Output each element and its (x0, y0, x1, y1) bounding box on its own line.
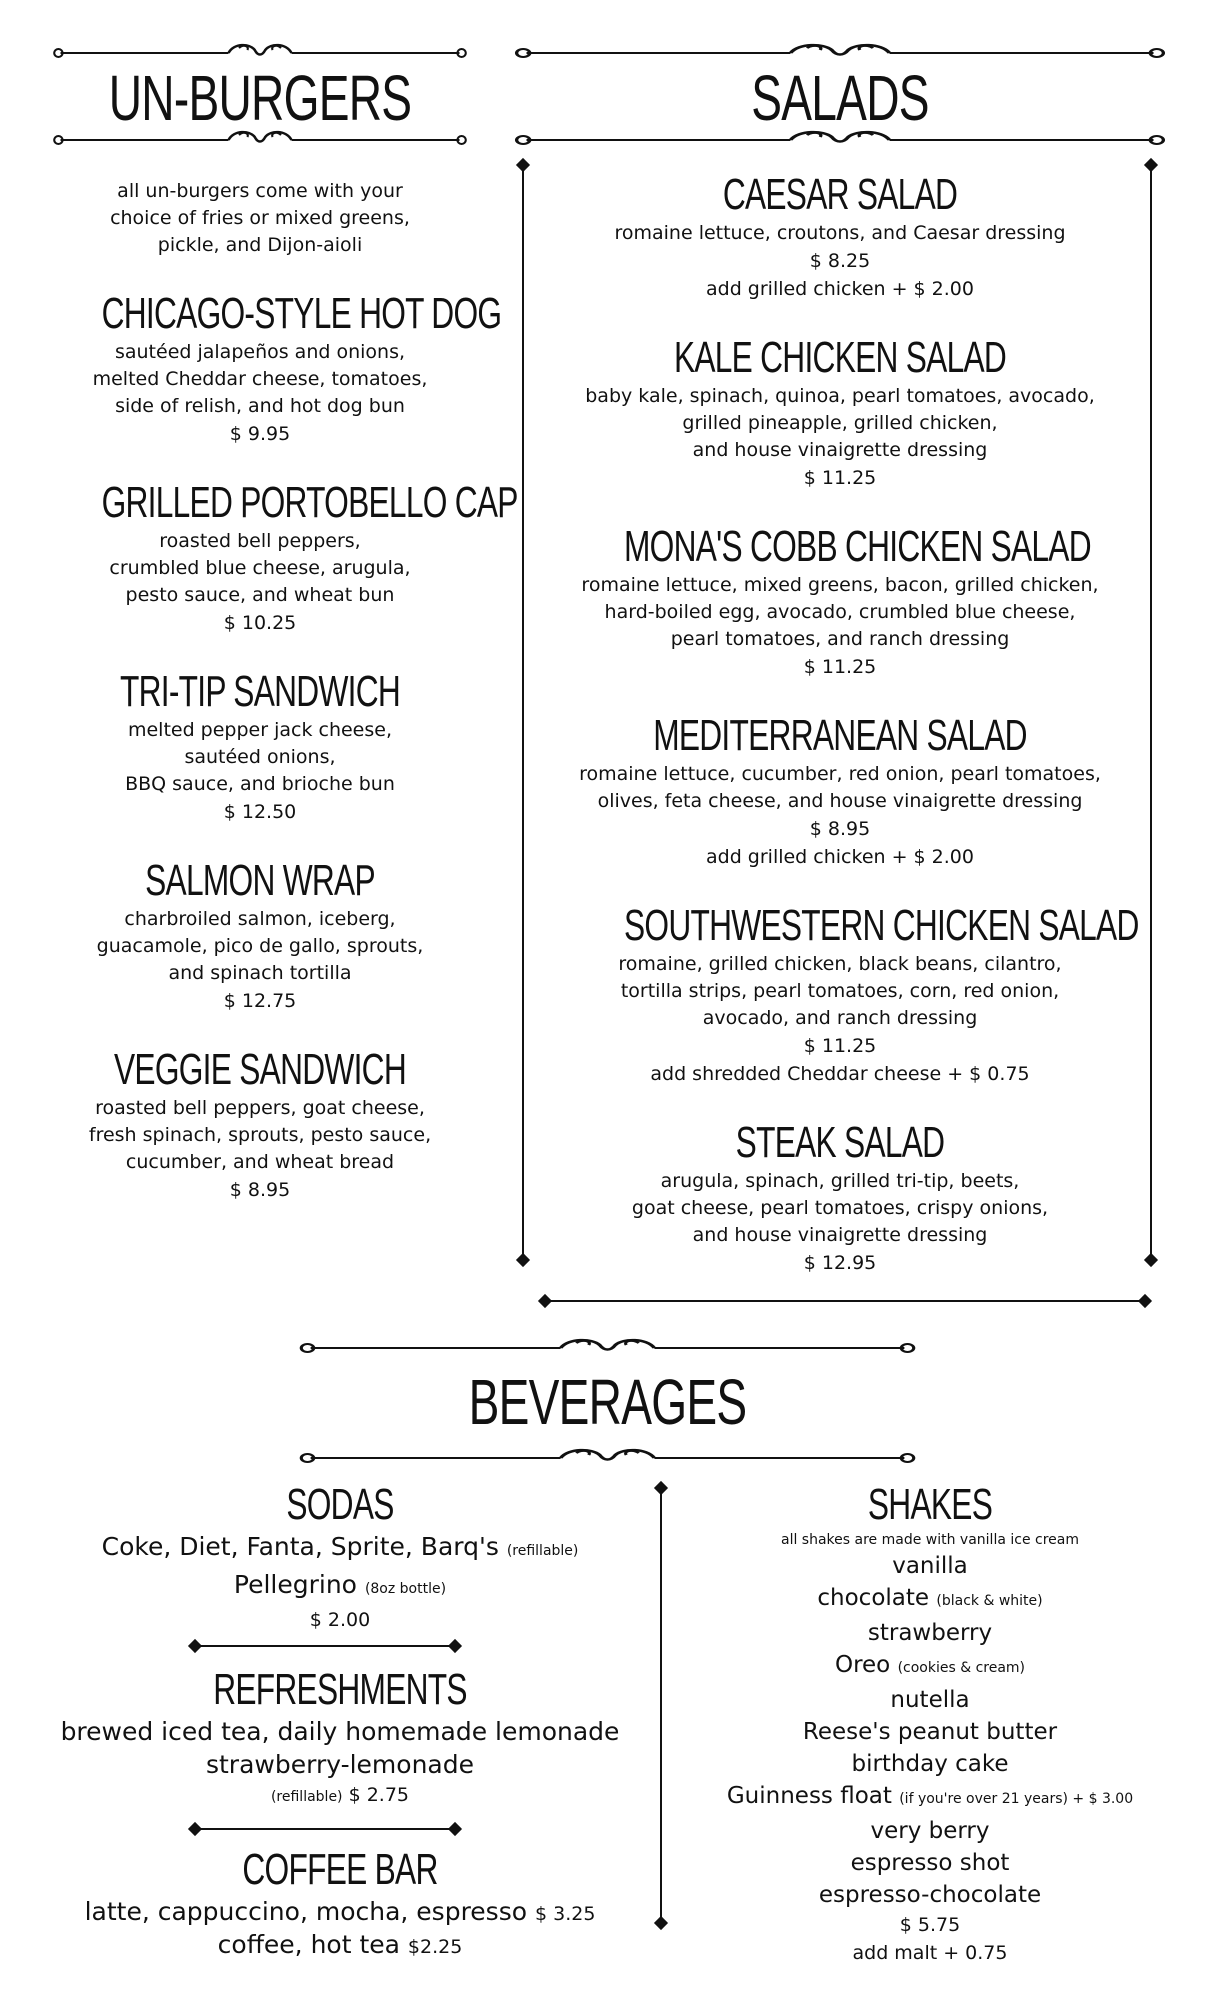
shake-flavor-name: vanilla (892, 1553, 968, 1579)
refreshments-title: REFRESHMENTS (213, 1665, 467, 1714)
salad-item (540, 1118, 1140, 1277)
shake-flavor-name: birthday cake (851, 1751, 1009, 1777)
sodas-title: SODAS (286, 1480, 394, 1529)
shake-flavor-note: (black & white) (936, 1593, 1043, 1609)
unburgers-bottom-flourish (50, 125, 470, 155)
shakes-title: SHAKES (867, 1480, 993, 1529)
salad-item (540, 333, 1140, 492)
sodas-line1 (60, 1530, 620, 1568)
unburger-item-desc: melted pepper jack cheese, sautéed onions, BBQ sauce, and brioche bun (125, 719, 395, 795)
coffee-line2 (60, 1928, 620, 1961)
unburger-item-price: $ 8.95 (229, 1179, 291, 1201)
salad-item-price: $ 8.95 (809, 818, 871, 840)
shake-flavor (680, 1879, 1180, 1911)
coffee-hot-drinks: coffee, hot tea (217, 1930, 400, 1959)
coffee-line1 (60, 1895, 620, 1928)
sodas-divider-dot (188, 1639, 202, 1653)
salad-item (540, 711, 1140, 871)
unburger-item (40, 289, 502, 448)
salad-item-price: $ 8.25 (809, 250, 871, 272)
unburger-item-desc: charbroiled salmon, iceberg, guacamole, pico de gallo, sprouts, and spinach tortilla (96, 908, 424, 984)
salad-item-price: $ 11.25 (803, 467, 877, 489)
sodas-divider-dot (448, 1639, 462, 1653)
beverages-heading-block (295, 1362, 920, 1442)
salad-item-desc: arugula, spinach, grilled tri-tip, beets, goat cheese, pearl tomatoes, crispy onions, and house vinaigrette dressing (631, 1170, 1049, 1246)
sodas-divider (195, 1645, 455, 1647)
unburger-item-desc: sautéed jalapeños and onions, melted Cheddar cheese, tomatoes, side of relish, and hot dog bun (92, 341, 428, 417)
unburger-item (40, 667, 480, 826)
shake-flavor-name: Guinness float (726, 1783, 892, 1809)
refreshments-line2: strawberry-lemonade (205, 1750, 474, 1779)
salads-title: SALADS (751, 62, 929, 134)
sodas-refill-note: (refillable) (506, 1543, 579, 1559)
salad-item-price: $ 12.95 (803, 1252, 877, 1274)
salads-right-border (1150, 165, 1152, 1260)
shake-flavor-name: Oreo (834, 1652, 891, 1678)
shake-flavor-name: Reese's peanut butter (802, 1719, 1058, 1745)
salad-item (540, 170, 1140, 303)
shake-flavor-name: strawberry (867, 1620, 993, 1646)
unburger-item-name: GRILLED PORTOBELLO CAP (101, 478, 518, 527)
salad-item-addon: add grilled chicken + $ 2.00 (705, 846, 974, 868)
beverages-top-flourish (295, 1333, 920, 1363)
shake-flavor (680, 1815, 1180, 1847)
coffee-espresso-price: $ 3.25 (534, 1903, 596, 1925)
unburger-item-price: $ 9.95 (229, 423, 291, 445)
shake-flavor (680, 1716, 1180, 1748)
shake-flavor-name: very berry (870, 1818, 990, 1844)
shake-flavor (680, 1684, 1180, 1716)
shake-flavor (680, 1582, 1180, 1617)
refreshments-divider (195, 1828, 455, 1830)
coffee-section (60, 1845, 620, 1961)
shake-flavor (680, 1617, 1180, 1649)
salad-item-price: $ 11.25 (803, 1035, 877, 1057)
salad-item-price: $ 11.25 (803, 656, 877, 678)
beverages-divider (660, 1488, 662, 1923)
unburger-item-name: SALMON WRAP (145, 856, 375, 905)
salads-left-border (522, 165, 524, 1260)
unburger-item-price: $ 12.50 (223, 801, 297, 823)
salads-border-dot (1138, 1294, 1152, 1308)
unburger-item-desc: roasted bell peppers, crumbled blue cheese, arugula, pesto sauce, and wheat bun (109, 530, 411, 606)
beverages-bottom-flourish (295, 1443, 920, 1473)
unburger-item-name: VEGGIE SANDWICH (114, 1045, 406, 1094)
beverages-divider-dot (654, 1916, 668, 1930)
beverages-title: BEVERAGES (468, 1366, 747, 1438)
unburger-item (40, 856, 480, 1015)
shakes-price: $ 5.75 (899, 1914, 961, 1936)
shake-flavor-name: espresso shot (850, 1850, 1010, 1876)
refreshments-divider-dot (448, 1822, 462, 1836)
salad-item-desc: baby kale, spinach, quinoa, pearl tomatoes, avocado, grilled pineapple, grilled chicken, and house vinaigrette dressing (585, 385, 1095, 461)
unburgers-section (40, 178, 518, 1204)
beverages-divider-dot (654, 1481, 668, 1495)
unburger-item-price: $ 10.25 (223, 612, 297, 634)
shake-flavor (680, 1550, 1180, 1582)
refreshments-refill-note: (refillable) (270, 1789, 343, 1805)
salads-border-dot (516, 158, 530, 172)
unburger-item-desc: roasted bell peppers, goat cheese, fresh spinach, sprouts, pesto sauce, cucumber, and wheat bread (88, 1097, 432, 1173)
salad-item-desc: romaine lettuce, mixed greens, bacon, grilled chicken, hard-boiled egg, avocado, crumbled blue cheese, pearl tomatoes, and ranch dressing (581, 574, 1099, 650)
unburgers-title: UN-BURGERS (108, 62, 412, 134)
sodas-price: $ 2.00 (309, 1609, 371, 1631)
salads-border-dot (516, 1253, 530, 1267)
unburgers-intro: all un-burgers come with your choice of fries or mixed greens, pickle, and Dijon-aioli (110, 180, 410, 256)
sodas-bottle-note: (8oz bottle) (364, 1581, 447, 1597)
sodas-brands: Coke, Diet, Fanta, Sprite, Barq's (101, 1532, 499, 1561)
shake-flavor (680, 1847, 1180, 1879)
salads-border-dot (1144, 1253, 1158, 1267)
coffee-hot-price: $2.25 (407, 1936, 463, 1958)
salad-item-desc: romaine lettuce, cucumber, red onion, pearl tomatoes, olives, feta cheese, and house vinaigrette dressing (579, 763, 1101, 812)
unburger-item-name: CHICAGO-STYLE HOT DOG (101, 289, 502, 338)
unburger-item (40, 1045, 480, 1204)
unburger-item-name: TRI-TIP SANDWICH (119, 667, 401, 716)
refreshments-divider-dot (188, 1822, 202, 1836)
salad-item (540, 522, 1140, 681)
shakes-malt: add malt + 0.75 (852, 1942, 1008, 1964)
shake-flavor-note: (cookies & cream) (897, 1660, 1026, 1676)
shake-flavor-name: chocolate (817, 1585, 930, 1611)
salads-border-dot (538, 1294, 552, 1308)
salad-item-addon: add grilled chicken + $ 2.00 (705, 278, 974, 300)
coffee-title: COFFEE BAR (242, 1845, 438, 1894)
shake-flavor (680, 1649, 1180, 1684)
salad-item-addon: add shredded Cheddar cheese + $ 0.75 (650, 1063, 1030, 1085)
refreshments-line1: brewed iced tea, daily homemade lemonade (60, 1717, 620, 1746)
salads-section (540, 140, 1140, 1277)
salads-bottom-border (545, 1300, 1145, 1302)
salad-item-name: SOUTHWESTERN CHICKEN SALAD (624, 901, 1139, 950)
salad-item-desc: romaine, grilled chicken, black beans, cilantro, tortilla strips, pearl tomatoes, corn, red onion, avocado, and ranch dressing (618, 953, 1062, 1029)
refreshments-section (60, 1665, 620, 1811)
salad-item-desc: romaine lettuce, croutons, and Caesar dressing (614, 222, 1066, 244)
shake-flavor (680, 1748, 1180, 1780)
sodas-section (60, 1480, 620, 1634)
shake-flavor-note: (if you're over 21 years) + $ 3.00 (899, 1791, 1134, 1807)
salads-border-dot (1144, 158, 1158, 172)
shakes-section (680, 1480, 1180, 1967)
salad-item-name: CAESAR SALAD (722, 170, 958, 219)
shakes-intro: all shakes are made with vanilla ice cream (781, 1532, 1079, 1548)
unburger-item (40, 478, 518, 637)
coffee-espresso-drinks: latte, cappuccino, mocha, espresso (84, 1897, 528, 1926)
sodas-pellegrino: Pellegrino (233, 1570, 357, 1599)
sodas-line2 (60, 1568, 620, 1606)
salad-item-name: MONA'S COBB CHICKEN SALAD (624, 522, 1091, 571)
shake-flavor-name: espresso-chocolate (818, 1882, 1042, 1908)
unburger-item-price: $ 12.75 (223, 990, 297, 1012)
refreshments-price: $ 2.75 (348, 1784, 410, 1806)
salad-item-name: KALE CHICKEN SALAD (673, 333, 1007, 382)
salad-item-name: STEAK SALAD (735, 1118, 945, 1167)
refreshments-price-line (60, 1781, 620, 1811)
shake-flavor-name: nutella (890, 1687, 970, 1713)
salad-item-name: MEDITERRANEAN SALAD (653, 711, 1027, 760)
shake-flavor (680, 1780, 1180, 1815)
salad-item (540, 901, 1140, 1088)
